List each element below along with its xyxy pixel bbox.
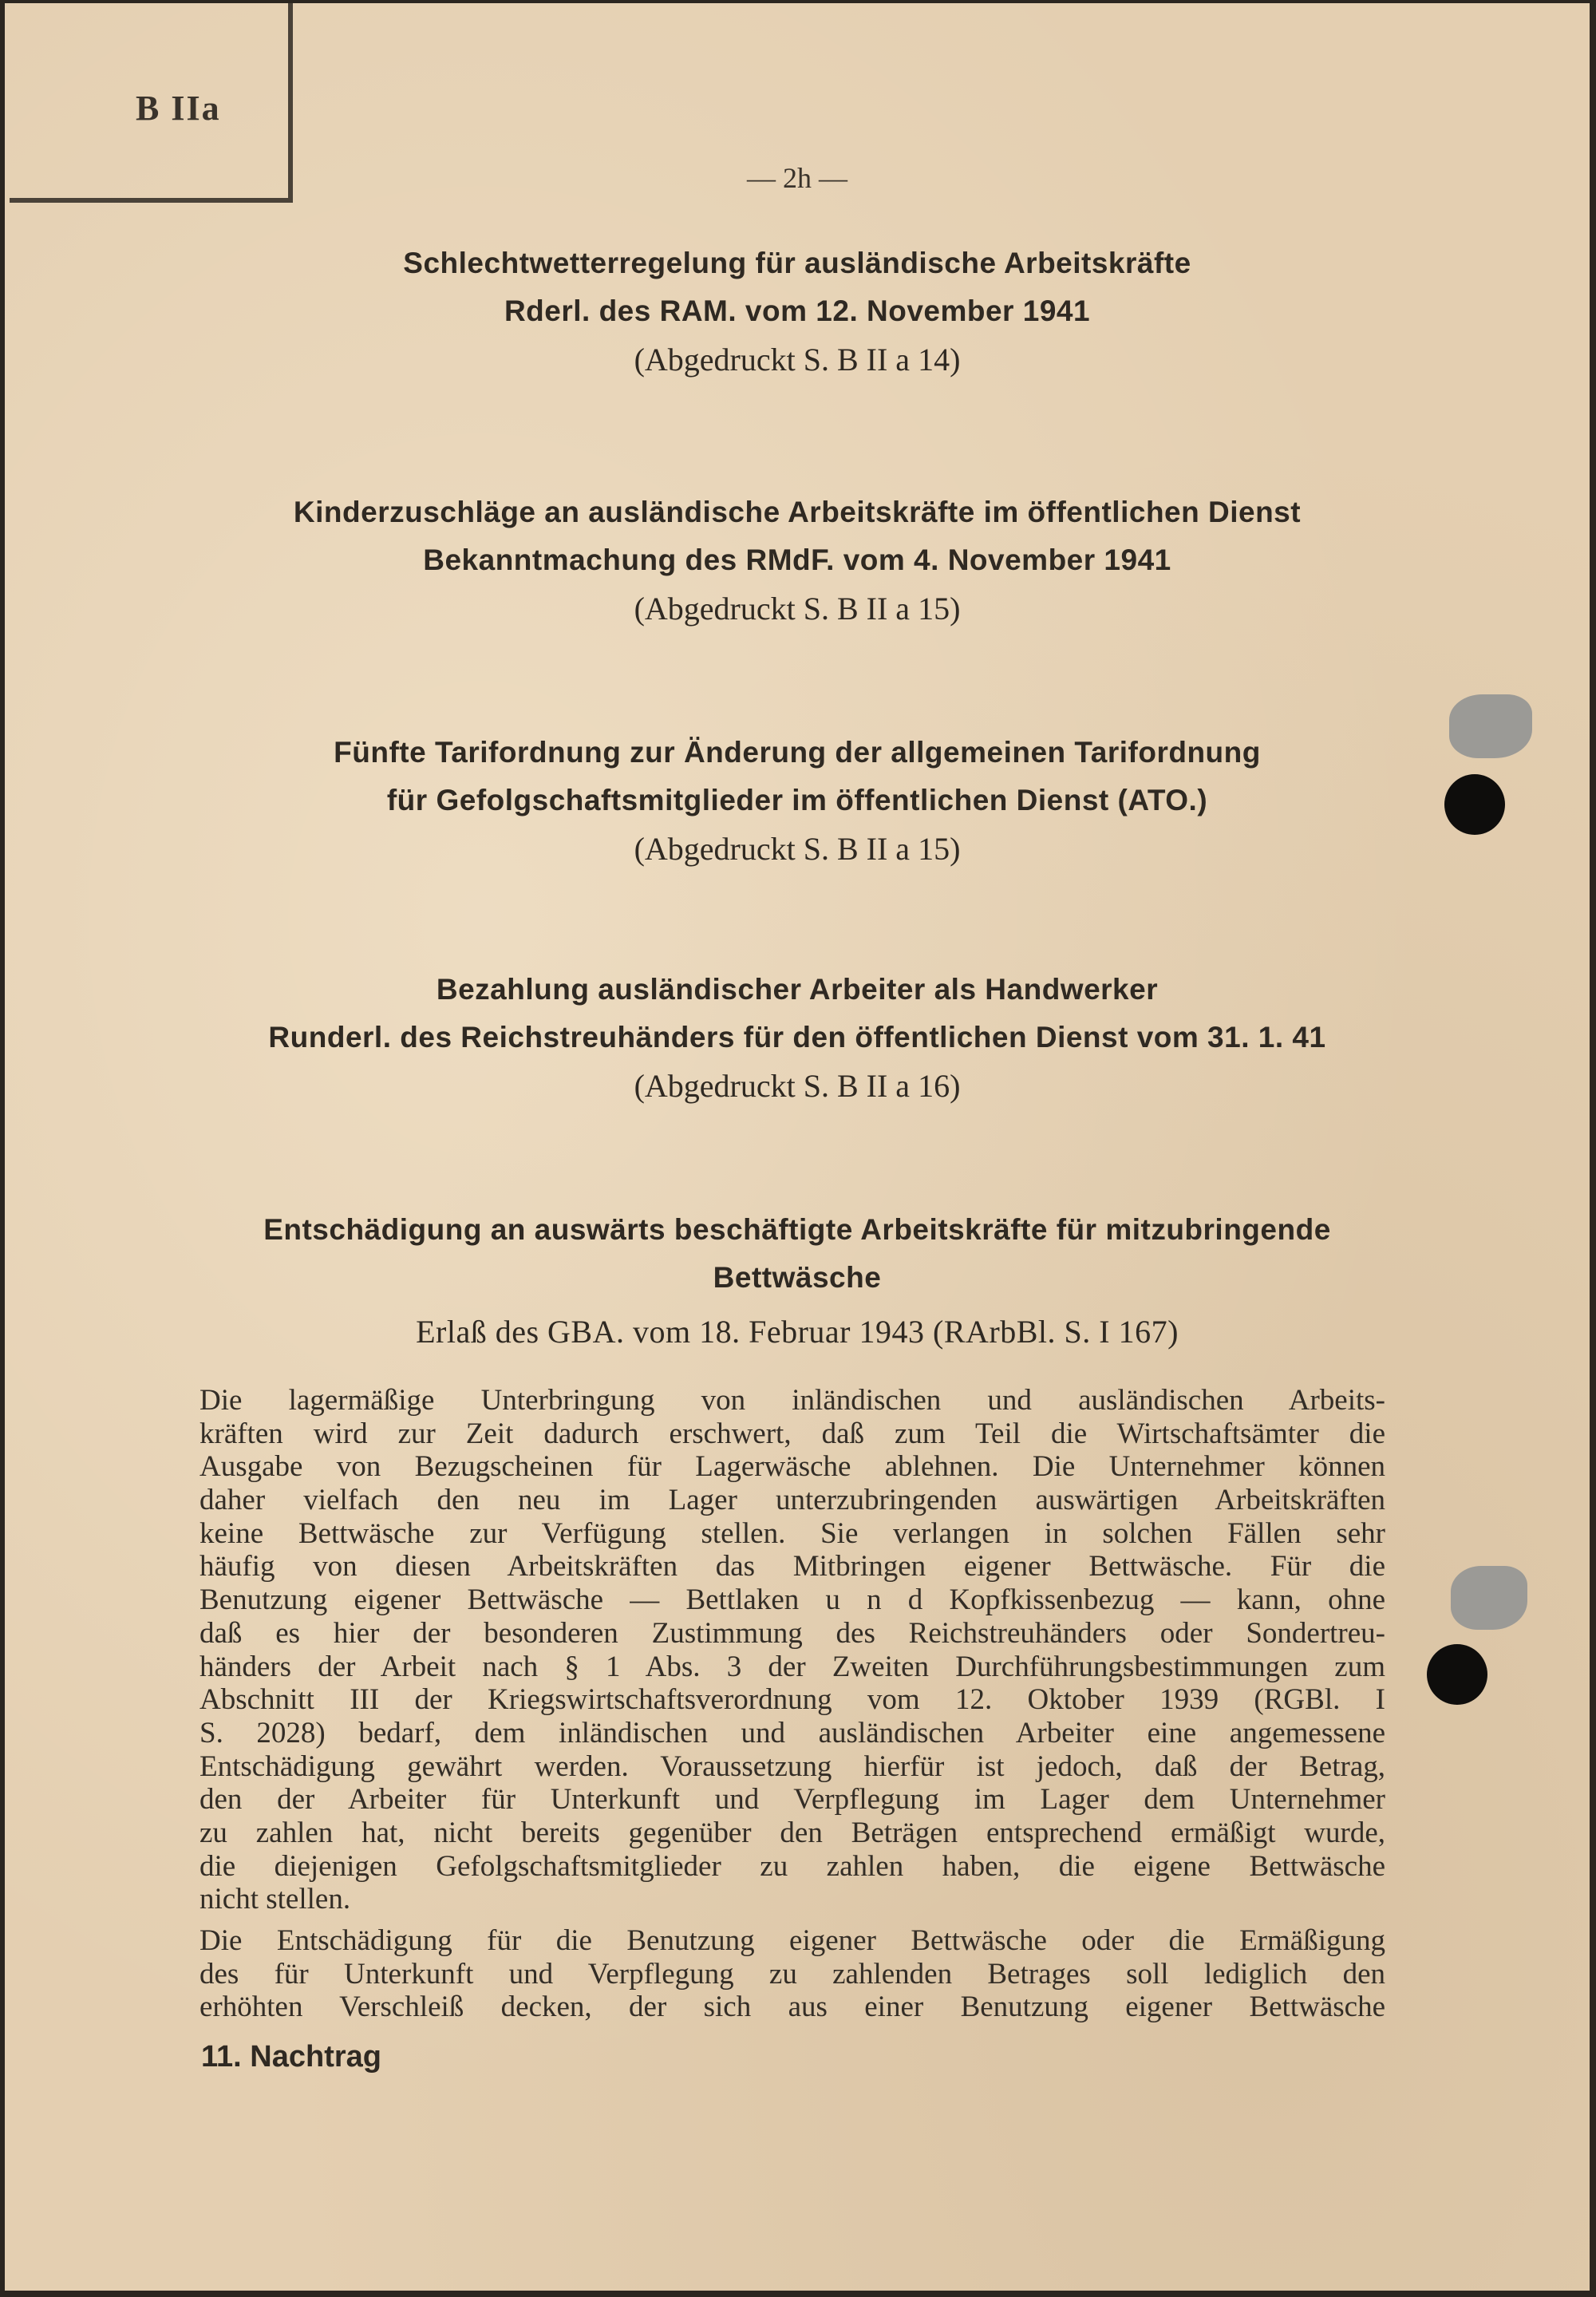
text-line: nicht stellen. [200,1883,351,1916]
punch-hole [1444,774,1505,835]
section-label: B IIa [136,89,221,128]
section-citation: (Abgedruckt S. B II a 15) [634,591,961,627]
section-subtitle: Bekanntmachung des RMdF. vom 4. November 1941 [423,544,1171,576]
supplement-label: 11. Nachtrag [201,2040,381,2074]
section-subtitle: Rderl. des RAM. vom 12. November 1941 [504,295,1091,327]
text-line: daß es hier der besonderen Zustimmung des Reichstreuhänders oder Sondertreu- [200,1616,1385,1650]
section-3 [5,729,1590,874]
section-citation: (Abgedruckt S. B II a 15) [634,831,961,867]
text-line: Benutzung eigener Bettwäsche — Bettlaken u n d Kopfkissenbezug — kann, ohne [200,1583,1385,1617]
section-citation: (Abgedruckt S. B II a 16) [634,1068,961,1104]
text-line: Ausgabe von Bezugscheinen für Lagerwäsche ablehnen. Die Unternehmer können [200,1450,1385,1484]
paper-stain [1451,1566,1527,1630]
section-title-cont: Bettwäsche [713,1261,882,1294]
section-box-border [10,198,293,203]
section-title: Schlechtwetterregelung für ausländische Arbeitskräfte [403,247,1191,279]
main-section-heading [5,1206,1590,1356]
text-line: Die Entschädigung für die Benutzung eigener Bettwäsche oder die Ermäßigung [200,1924,1385,1957]
text-line: kräften wird zur Zeit dadurch erschwert, daß zum Teil die Wirtschaftsämter die [200,1417,1385,1450]
text-line: S. 2028) bedarf, dem inländischen und ausländischen Arbeiter eine angemessene [200,1716,1385,1749]
section-title: Bezahlung ausländischer Arbeiter als Handwerker [436,973,1159,1006]
text-line: erhöhten Verschleiß decken, der sich aus einer Benutzung eigener Bettwäsche [200,1991,1385,2024]
text-line: die diejenigen Gefolgschaftsmitglieder zu zahlen haben, die eigene Bettwäsche [200,1849,1385,1883]
text-line: des für Unterkunft und Verpflegung zu zahlenden Betrages soll lediglich den [200,1957,1385,1991]
section-2 [5,488,1590,634]
text-line: den der Arbeiter für Unterkunft und Verpflegung im Lager dem Unternehmer [200,1783,1385,1817]
text-line: Entschädigung gewährt werden. Voraussetzung hierfür ist jedoch, daß der Betrag, [200,1749,1385,1783]
text-line: keine Bettwäsche zur Verfügung stellen. Sie verlangen in solchen Fällen sehr [200,1516,1385,1550]
section-title: Kinderzuschläge an ausländische Arbeitskräfte im öffentlichen Dienst [293,496,1302,528]
punch-hole [1427,1644,1487,1705]
text-line: händers der Arbeit nach § 1 Abs. 3 der Zweiten Durchführungsbestimmungen zum [200,1650,1385,1683]
section-4 [5,966,1590,1111]
section-title: Fünfte Tarifordnung zur Änderung der allgemeinen Tarifordnung [334,736,1261,769]
section-subtitle: Runderl. des Reichstreuhänders für den öffentlichen Dienst vom 31. 1. 41 [268,1021,1326,1054]
text-line: häufig von diesen Arbeitskräften das Mitbringen eigener Bettwäsche. Für die [200,1550,1385,1583]
text-line: Abschnitt III der Kriegswirtschaftsverordnung vom 12. Oktober 1939 (RGBl. I [200,1683,1385,1717]
section-subtitle: für Gefolgschaftsmitglieder im öffentlichen Dienst (ATO.) [386,784,1208,816]
paper-stain [1449,694,1532,758]
section-title: Entschädigung an auswärts beschäftigte Arbeitskräfte für mitzubringende [263,1213,1331,1246]
text-line: Die lagermäßige Unterbringung von inländischen und ausländischen Arbeits- [200,1384,1385,1417]
paragraph-2 [200,1924,1385,2024]
decree-reference: Erlaß des GBA. vom 18. Februar 1943 (RArbBl. S. I 167) [416,1314,1179,1350]
text-line: zu zahlen hat, nicht bereits gegenüber den Beträgen entsprechend ermäßigt wurde, [200,1816,1385,1849]
body-text [200,1384,1385,2024]
paragraph-1 [200,1384,1385,1916]
document-page [5,3,1590,2291]
page-number: — 2h — [747,162,847,194]
section-1 [5,239,1590,385]
text-line: daher vielfach den neu im Lager unterzubringenden auswärtigen Arbeitskräften [200,1484,1385,1517]
section-citation: (Abgedruckt S. B II a 14) [634,342,961,378]
